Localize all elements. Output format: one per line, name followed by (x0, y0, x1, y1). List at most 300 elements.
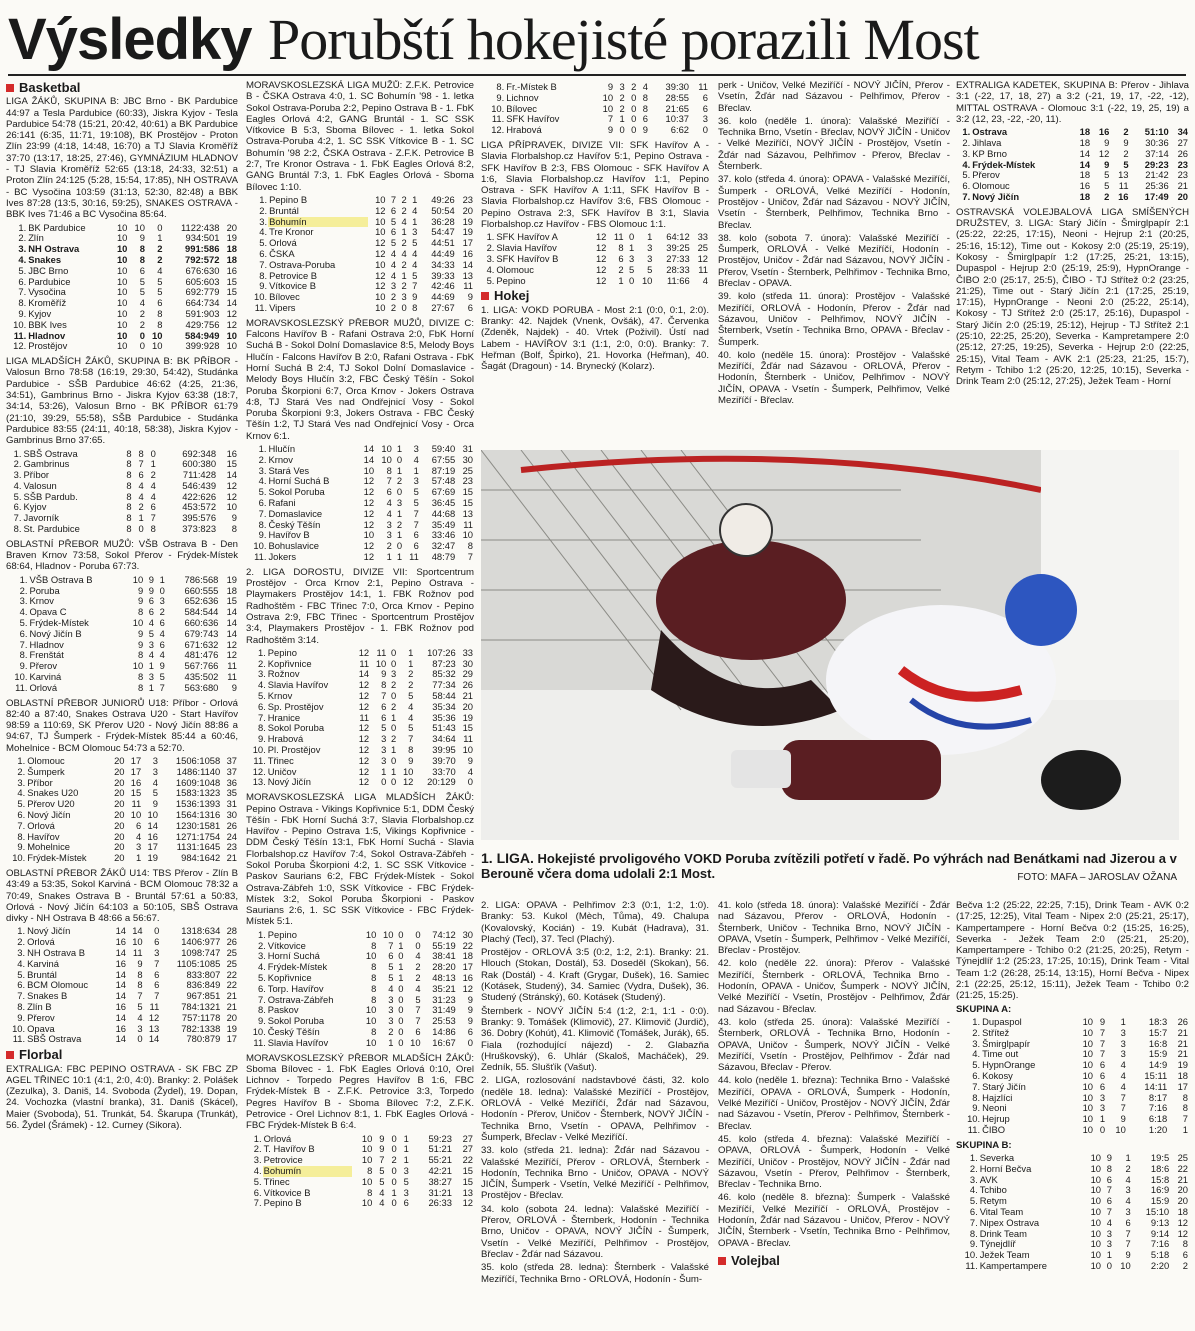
table-cell: 10 (152, 340, 163, 352)
table-cell: 37 (226, 755, 237, 767)
table-cell: 7. (13, 512, 22, 524)
table-cell: 18 (226, 584, 237, 596)
table-cell: 4 (467, 765, 473, 777)
table-cell: 1. (18, 221, 27, 233)
table-cell: 2 (157, 243, 163, 255)
table-cell: 3 (152, 755, 158, 767)
table-cell: 7 (381, 690, 387, 702)
table-cell: 8 (126, 512, 132, 524)
table-cell: 2 (396, 475, 403, 487)
table-cell: 8 (642, 102, 648, 114)
table-cell: 0 (398, 1015, 404, 1027)
table-cell: 16:67 (432, 1036, 456, 1048)
results-text: EXTRALIGA: FBC PEPINO OSTRAVA - SK FBC ZP AGEL TŘINEC 10:1 (4:1, 2:0, 4:0). Branky: 2. Polášek (Zezulka), 3. Daniš, 14. Svoboda (Žydel), 19. Dopan, 24. Vochozka (vlastní branka), 31. Daniš (Skácel), Maier (Svoboda), 51. Trunkát, 54. Škarupa (Trunkát), 56. Žydel (Šrámek) - 12. Curney (Sikora). (6, 1063, 238, 1132)
table-cell: 10 (226, 340, 237, 352)
table-cell: 21 (226, 990, 237, 1002)
table-cell: 676:630 (185, 264, 220, 276)
table-cell: 2 (139, 307, 145, 319)
table-cell: 20 (1177, 1184, 1188, 1196)
team-name-cell: Opava C (29, 606, 67, 618)
team-name-cell: Krnov (268, 453, 293, 465)
table-cell: 13. (252, 776, 266, 788)
table-cell: 12 (226, 318, 237, 330)
table-cell: 4 (150, 490, 156, 502)
table-cell: 4 (386, 507, 392, 519)
table-cell: 10 (1082, 1037, 1093, 1049)
table-cell: 4. (258, 475, 267, 487)
table-cell: 9 (138, 638, 144, 650)
table-cell: 10 (602, 102, 614, 114)
table-cell: 1 (647, 231, 653, 243)
table-cell: 5. (258, 486, 267, 498)
table-cell: 4 (415, 950, 421, 962)
table-cell: 9. (258, 529, 267, 541)
table-row (956, 1218, 1189, 1229)
table-cell: 1486:1140 (176, 765, 221, 777)
team-name-cell: Time out (982, 1048, 1019, 1060)
standings-table (246, 930, 474, 1049)
table-cell: 10 (152, 329, 163, 341)
table-cell: 3 (136, 841, 142, 853)
table-cell: 3 (647, 242, 653, 254)
standings-table (6, 449, 238, 535)
table-cell: 10 (134, 221, 145, 233)
table-cell: 10 (1082, 1091, 1093, 1103)
table-cell: 0 (398, 982, 404, 994)
table-cell: 4 (159, 627, 165, 639)
table-cell: 1 (157, 232, 163, 244)
table-cell: 30 (226, 809, 237, 820)
team-name-cell: Ostrava (972, 126, 1008, 138)
column-3-bottom-right (718, 900, 950, 1328)
table-cell: 1. (19, 573, 28, 585)
team-name-cell: T. Havířov B (263, 1143, 315, 1155)
table-cell: 14 (132, 925, 143, 937)
table-cell: 15 (462, 496, 473, 508)
table-cell: 6 (1106, 1173, 1112, 1185)
table-cell: 8 (408, 744, 414, 756)
table-cell: 10 (1090, 1260, 1102, 1271)
table-cell: 10 (130, 809, 142, 820)
column-3-top-left (481, 80, 709, 440)
table-cell: 7 (379, 1154, 385, 1166)
table-cell: 4 (139, 297, 145, 309)
table-cell: 10 (1090, 1195, 1102, 1207)
table-cell: 18 (226, 243, 237, 255)
team-name-cell: Příbor (27, 776, 53, 788)
table-cell: 784:1321 (181, 1001, 221, 1013)
table-cell: 6 (154, 968, 160, 980)
results-text: 40. kolo (neděle 15. února): Prostějov - Valašské Meziříčí, Žďár nad Sázavou - ORLOVÁ, Přerov - Hodonín, Šternberk - Uničov, Pelhřimov - NOVÝ JIČÍN, OPAVA - Vsetín - Šumperk, Pelhřimov, Velké Meziříčí - Břeclav. (718, 349, 950, 407)
table-cell: 4. (18, 253, 27, 265)
table-cell: 5 (1104, 180, 1110, 192)
results-text: 2. LIGA DOROSTU, DIVIZE VII: Sportcentrum Prostějov - Orca Krnov 2:1, Pepino Ostrava - Playmakers Prostějov 14:1, 1. FBK Rožnov pod Radhoštěm - FBC Třinec 7:0, Orca Krnov - Pepino Ostrava 2:9, FBC Třinec - Sportcentrum Prostějov 3:4, Playmakers Prostějov - 1. FBK Rožnov pod Radhoštěm 3:14. (246, 566, 474, 646)
table-cell: 0 (467, 776, 473, 788)
table-cell: 15 (462, 722, 473, 734)
table-cell: 836:849 (186, 979, 221, 991)
team-name-cell: Český Těšín (268, 518, 321, 530)
table-cell: 6. (972, 1069, 981, 1081)
table-cell: 12 (462, 1197, 473, 1209)
table-cell: 1 (391, 765, 397, 777)
team-name-cell: Sp. Prostějov (267, 700, 324, 712)
table-cell: 9 (607, 81, 614, 92)
table-cell: 3 (381, 733, 387, 745)
team-name-cell: Dupaspol (982, 1015, 1022, 1027)
table-cell: 6 (157, 297, 163, 309)
table-cell: 8 (1106, 1162, 1112, 1174)
table-cell: 21 (1177, 180, 1188, 192)
team-name-cell: Olomouc (972, 180, 1010, 192)
column-3-bottom-left (481, 900, 709, 1328)
table-cell: 9:13 (1150, 1216, 1170, 1228)
table-cell: 9. (18, 307, 27, 319)
team-name-cell: Orlová (29, 681, 58, 693)
table-cell: 5 (157, 286, 163, 298)
table-cell: 10. (252, 1025, 266, 1037)
team-name-cell: Přerov (27, 1011, 55, 1023)
table-cell: 8. (18, 297, 27, 309)
table-cell: 2 (619, 102, 625, 114)
table-cell: 3 (401, 291, 407, 303)
table-cell: 8 (126, 479, 132, 491)
table-cell: 12 (375, 237, 386, 249)
table-cell: 35:21 (432, 982, 456, 994)
table-cell: 9. (257, 1015, 266, 1027)
table-cell: 4 (390, 247, 397, 259)
table-cell: 16 (1079, 180, 1091, 192)
table-cell: 4 (148, 616, 154, 628)
table-cell: 12 (358, 744, 370, 756)
table-cell: 5 (152, 787, 158, 799)
table-cell: 4 (136, 830, 142, 842)
table-cell: 395:576 (182, 512, 217, 524)
table-cell: 9 (381, 668, 387, 680)
table-cell: 10 (381, 443, 392, 454)
table-cell: 6. (17, 979, 26, 991)
table-cell: 3. (259, 215, 268, 227)
results-text: 33. kolo (středa 21. ledna): Žďár nad Sázavou - Valašské Meziříčí, Přerov - ORLOVÁ, Šternberk - Hodonín, Technika Brno - Uničov, OPAVA - NOVÝ JIČÍN, Šumperk - Vsetín, Velké Meziříčí - Pelhřimov, Prostějov - Břeclav. (481, 1145, 709, 1202)
team-name-cell: KP Brno (972, 147, 1007, 159)
table-cell: 8 (381, 679, 387, 691)
table-cell: 6. (17, 809, 26, 820)
team-name-cell: Drink Team (979, 1227, 1027, 1239)
table-cell: 10 (365, 928, 377, 940)
table-cell: 3 (412, 226, 418, 238)
team-name-cell: Kokosy (982, 1069, 1013, 1081)
table-cell: 85:32 (432, 668, 456, 680)
team-name-cell: Snakes (28, 253, 62, 265)
table-cell: 10 (1090, 1227, 1102, 1239)
team-name-cell: Lichnov (506, 91, 539, 103)
table-cell: 0 (398, 993, 404, 1005)
table-cell: 10 (1082, 1015, 1093, 1027)
table-cell: 15 (226, 595, 237, 607)
table-cell: 25 (697, 242, 708, 254)
table-cell: 10 (402, 765, 414, 777)
table-cell: 0 (396, 540, 403, 552)
table-cell: 15 (226, 458, 237, 470)
table-cell: 10 (1090, 1238, 1102, 1250)
table-cell: 0 (391, 1197, 397, 1209)
table-cell: 3 (1120, 1037, 1126, 1049)
header-rule (8, 74, 1186, 76)
table-cell: 2. (17, 936, 26, 948)
table-cell: 0 (391, 776, 397, 788)
table-cell: 6 (403, 1197, 409, 1209)
table-cell: 8 (157, 318, 163, 330)
table-cell: 22 (462, 939, 473, 951)
table-cell: 8 (371, 1025, 377, 1037)
table-cell: 15:10 (1145, 1206, 1170, 1218)
table-cell: 4 (157, 264, 163, 276)
table-cell: 2. (13, 458, 22, 470)
table-cell: 10 (1082, 1026, 1093, 1038)
table-cell: 4. (972, 1048, 981, 1060)
table-cell: 1 (398, 971, 404, 983)
table-cell: 23 (462, 475, 473, 487)
table-cell: 12 (1098, 147, 1110, 159)
team-name-cell: Kroměříž (28, 297, 67, 309)
table-cell: 1 (391, 1186, 397, 1198)
results-text: 44. kolo (neděle 1. března): Technika Brno - Valašské Meziříčí, OPAVA - ORLOVÁ, Šumperk - Hodonín, Velké Meziříčí - Uničov, Prostějov - NOVÝ JIČÍN, Žďár nad Sázavou - Vsetín, Přerov - Pelhřimov, Šternberk - Břeclav. (718, 1075, 950, 1132)
table-cell: 7 (1125, 1238, 1131, 1250)
results-text: 2. LIGA: OPAVA - Pelhřimov 2:3 (0:1, 1:2, 1:0). Branky: 53. Kukol (Mèch, Tůma), 49. Chalupa (Kovalovský, Kocián) - 19. Kubát (Hadrava), 31. Plachý (Tecl), 37. Tecl (Plachý). (481, 900, 709, 945)
table-cell: 87:23 (432, 657, 456, 669)
table-cell: 3. (972, 1037, 981, 1049)
table-cell: 692:779 (185, 286, 220, 298)
table-cell: 7. (17, 819, 26, 831)
table-cell: 5 (139, 275, 145, 287)
table-cell: 38:27 (428, 1175, 452, 1187)
results-text: 36. kolo (neděle 1. února): Valašské Meziříčí - Technika Brno, Vsetín - Břeclav, NOVÝ JIČÍN - Uničov - Velké Meziříčí, NOVÝ JIČÍN - Prostějov, Vsetín - Žďár nad Sázavou, Pelhřimov - Přerov, Břeclav - Šternberk. (718, 115, 950, 173)
table-cell: 8 (371, 982, 377, 994)
table-cell: 1 (391, 744, 397, 756)
headline (8, 6, 1188, 72)
table-cell: 0 (137, 1033, 143, 1045)
table-cell: 16 (115, 957, 126, 969)
team-name-cell: Bohumín (268, 217, 368, 228)
table-cell: 671:632 (184, 638, 219, 650)
table-cell: 20 (114, 765, 125, 777)
table-cell: 12. (252, 765, 266, 777)
results-text: 46. kolo (neděle 8. března): Šumperk - Valašské Meziříčí, Velké Meziříčí - ORLOVÁ, Prostějov - Hodonín, Žďár nad Sázavou - Uničov, Přerov - NOVÝ JIČÍN, Šternberk - Vsetín, Technika Brno - Pelhřimov, OPAVA - Břeclav. (718, 1192, 950, 1249)
table-cell: 3 (137, 1022, 143, 1034)
team-name-cell: NH Ostrava (28, 243, 80, 255)
table-cell: 0 (396, 486, 403, 498)
table-cell: 8 (126, 469, 132, 481)
table-cell: 2 (401, 280, 407, 292)
team-name-cell: Mohelnice (27, 841, 70, 853)
table-cell: 15 (462, 486, 473, 498)
table-cell: 5. (18, 264, 27, 276)
standings-table (956, 127, 1189, 203)
table-cell: 4 (137, 1011, 143, 1023)
table-cell: 5. (13, 490, 22, 502)
team-name-cell: Kyjov (28, 307, 52, 319)
table-cell: 3 (154, 947, 160, 959)
table-cell: 27 (462, 1143, 473, 1155)
table-cell: 35:49 (431, 518, 456, 530)
table-cell: 15 (462, 1175, 473, 1187)
table-cell: 19:5 (1150, 1152, 1170, 1164)
table-cell: 27 (1177, 136, 1188, 148)
team-name-cell: Frýdek-Místek (972, 158, 1036, 170)
table-cell: 12 (375, 204, 386, 216)
table-cell: 10 (363, 529, 375, 541)
table-cell: 5. (19, 616, 28, 628)
table-cell: 9 (139, 232, 145, 244)
table-cell: 18:3 (1148, 1015, 1168, 1027)
table-cell: 10 (361, 1143, 373, 1155)
table-cell: 5 (381, 722, 387, 734)
table-cell: 44:68 (431, 507, 456, 519)
table-cell: 0 (398, 928, 404, 940)
table-cell: 6 (642, 113, 648, 125)
table-cell: 3. (17, 947, 26, 959)
table-cell: 12 (595, 252, 607, 264)
table-cell: 54:47 (431, 226, 455, 238)
table-cell: 6 (388, 950, 394, 962)
team-name-cell: Hajzlíci (982, 1091, 1013, 1103)
table-cell: 30 (462, 928, 473, 940)
hockey-photo (481, 450, 1179, 840)
group-heading: SKUPINA A: (956, 1003, 1012, 1015)
table-cell: 10 (375, 258, 386, 270)
table-cell: 5 (139, 286, 145, 298)
table-cell: 4 (152, 776, 158, 788)
table-cell: 2 (391, 1154, 397, 1166)
table-cell: 9 (138, 595, 144, 607)
table-cell: 5 (137, 1001, 143, 1013)
table-cell: 0 (157, 221, 163, 233)
table-cell: 8. (258, 518, 267, 530)
table-cell: 4 (1106, 1216, 1112, 1228)
table-cell: 9 (231, 512, 237, 524)
team-name-cell: Sokol Poruba (267, 722, 325, 734)
table-cell: 19 (226, 1022, 237, 1034)
table-cell: 26 (1177, 1015, 1188, 1027)
team-name-cell: Zlín B (27, 1001, 52, 1013)
table-cell: 20 (114, 830, 125, 842)
table-cell: 2:20 (1150, 1260, 1170, 1271)
table-cell: 1 (381, 765, 387, 777)
table-cell: 0 (398, 1025, 404, 1037)
table-cell: 2 (159, 606, 165, 618)
table-cell: 10 (116, 275, 128, 287)
table-cell: 7 (390, 193, 397, 205)
team-name-cell: SFK Havířov A (496, 231, 558, 243)
section-marker-icon (6, 1051, 14, 1059)
section-florbal: Florbal (6, 1049, 238, 1060)
table-cell: 6. (257, 700, 266, 712)
table-cell: 2 (390, 301, 397, 313)
table-cell: 37:14 (1145, 147, 1169, 159)
table-row (246, 552, 474, 563)
standings-table (246, 648, 474, 788)
team-name-cell: BCM Olomouc (27, 979, 89, 991)
table-cell: 2 (390, 291, 397, 303)
table-cell: 600:380 (182, 458, 217, 470)
table-row (956, 1261, 1189, 1272)
team-name-cell: Bílovec (269, 291, 300, 303)
table-cell: 9 (379, 1132, 385, 1144)
table-cell: 18 (1079, 169, 1091, 181)
team-name-cell: Nipex Ostrava (979, 1216, 1040, 1228)
results-text: 38. kolo (sobota 7. února): Valašské Meziříčí - Šumperk, ORLOVÁ - Velké Meziříčí, Hodonín - Prostějov, Uničov - Žďár nad Sázavou, NOVÝ JIČÍN - Přerov, Vsetín - Šternberk, Pelhřimov - Technika Brno, Břeclav - OPAVA. (718, 232, 950, 290)
standings-table (6, 575, 238, 694)
table-cell: 8. (969, 1227, 978, 1239)
table-cell: 7. (969, 1216, 978, 1228)
table-cell: 7:16 (1150, 1238, 1170, 1250)
table-cell: 3 (148, 670, 154, 682)
table-cell: 14 (1079, 147, 1091, 159)
table-cell: 19 (462, 226, 473, 238)
table-cell: 33:46 (431, 529, 456, 541)
table-cell: 39:33 (431, 269, 455, 281)
table-cell: 12 (363, 507, 375, 519)
team-name-cell: Hranice (267, 711, 301, 723)
table-row (6, 266, 238, 277)
table-cell: 20:129 (427, 776, 456, 788)
team-name-cell: Týnejdlíř (979, 1238, 1016, 1250)
table-cell: 6. (258, 496, 267, 508)
table-cell: 652:636 (184, 595, 219, 607)
table-cell: 9 (159, 660, 165, 672)
table-cell: 1. (13, 447, 22, 459)
table-cell: 12 (402, 776, 414, 788)
table-cell: 422:626 (182, 490, 217, 502)
standings-table (246, 195, 474, 314)
results-text: MORAVSKOSLEZSKÝ PŘEBOR MUŽŮ, DIVIZE C: Falcons Havířov B - Rafani Ostrava 2:0, FbK Horní Suchá B - Sokol Dolní Domaslavice 8:5, Melody Boys Hlučín - Falcons Havířov B 2:0, Rafani Ostrava - FbK Horní Suchá B 2:4, TJ Sokol Dolní Domaslavice - Melody Boys Hlučín 3:2, FBC Český Těšín - Sokol Poruba Škorpioni 6:7, Orca Krnov - Jokers Ostrava 4:8, TJ Stará Ves nad Ondřejnicí Vosy - Sokol Poruba Škorpioni 9:3, Jokers Ostrava - FBC Český Těšín 1:2, TJ Stará Ves nad Ondřejnicí Vosy - Orca Krnov 6:1. (246, 317, 474, 442)
table-cell: 664:734 (185, 297, 220, 309)
table-cell: 2 (391, 733, 397, 745)
table-cell: 4 (408, 700, 414, 712)
table-cell: 7 (154, 957, 160, 969)
table-cell: 10 (132, 660, 144, 672)
table-cell: 4. (257, 961, 266, 973)
table-cell: 6 (381, 711, 387, 723)
column-4-bottom (956, 900, 1189, 1328)
table-cell: 1 (403, 1154, 409, 1166)
table-cell: 9 (1123, 136, 1129, 148)
table-cell: 7 (467, 550, 473, 562)
table-cell: 2 (415, 971, 421, 983)
table-cell: 3 (628, 252, 635, 264)
table-cell: 8 (137, 979, 143, 991)
table-cell: 39:70 (432, 754, 456, 766)
table-cell: 10. (491, 102, 505, 114)
table-cell: 10 (462, 529, 473, 541)
table-cell: 7 (1099, 1037, 1106, 1049)
table-cell: 11 (409, 550, 419, 562)
table-row (246, 509, 474, 520)
table-cell: 10. (254, 291, 268, 303)
table-cell: 1 (138, 512, 144, 524)
table-cell: 10 (226, 501, 237, 513)
team-name-cell: Karviná (29, 670, 62, 682)
team-name-cell: Český Těšín (267, 1025, 320, 1037)
results-text: 35. kolo (středa 28. ledna): Šternberk - Valašské Meziříčí, Technika Brno - ORLOVÁ, Hodonín - Šum- (481, 1262, 709, 1285)
table-cell: 0 (415, 928, 421, 940)
table-cell: 55:19 (432, 939, 456, 951)
team-name-cell: Prostějov (28, 340, 68, 352)
table-cell: 10 (361, 1175, 373, 1187)
table-cell: 1 (618, 274, 624, 286)
table-cell: 39:25 (666, 242, 690, 254)
table-cell: 9 (148, 584, 154, 596)
table-cell: 2. (962, 136, 971, 148)
